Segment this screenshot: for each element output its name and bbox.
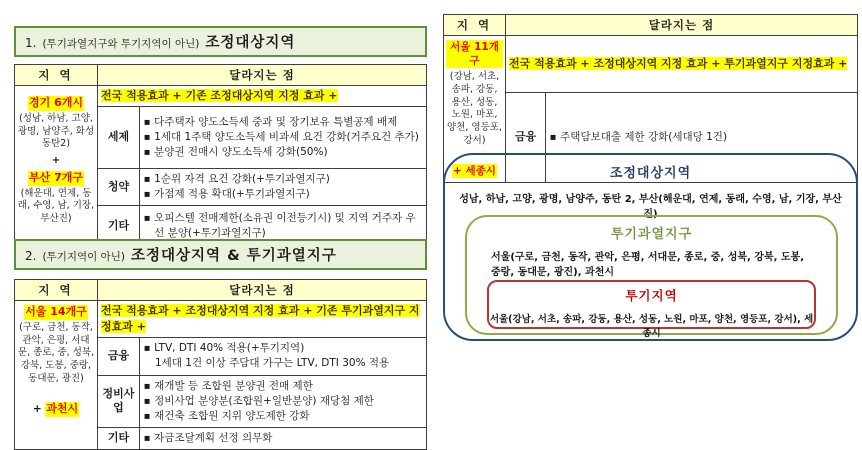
section-number: 2. [25,249,37,263]
outer-box-body: 성남, 하남, 고양, 광명, 남양주, 동탄 2, 부산(해운대, 연제, 동래, 수영, 남, 기장, 부산진) [459,194,842,220]
region-cell [15,301,98,450]
square-bullet-icon [144,379,150,394]
square-bullet-icon [144,394,150,409]
plus-region-line [17,402,95,417]
list-item-text: 자금조달계획 선정 의무화 [154,431,273,444]
list-item-text: 1순위 자격 요건 강화(+투기과열지구) [154,172,330,185]
section-number: 1. [25,36,37,50]
list-item [144,211,422,241]
column-header-changes: 달라지는 점 [98,280,427,301]
middle-box-body: 서울(구로, 금천, 동작, 관악, 은평, 서대문, 종로, 중, 성북, 강북, 도봉, 중랑, 동대문, 광진), 과천시 [491,252,805,278]
section-title-qualifier: (투기과열지구와 투기지역이 아닌) [42,38,200,50]
section-1-title-box [14,26,427,57]
square-bullet-icon [144,341,150,356]
list-item-text: 오피스텔 전매제한(소유권 이전등기시) 및 지역 거주자 우선 분양(+투기과열지구) [154,212,416,240]
square-bullet-icon [144,409,150,424]
region-group-2-name: 과천시 [46,401,79,415]
list-item [144,379,422,394]
section-1 [14,26,427,248]
banner-cell [98,86,427,107]
section-2-table [14,279,427,450]
square-bullet-icon [550,130,556,145]
column-header-region: 지 역 [15,280,98,301]
list-item-text: 분양권 전매시 양도소득세 강화(50%) [154,145,328,158]
square-bullet-icon [144,431,150,446]
list-item-text: 가점제 적용 확대(+투기과열지구) [154,187,310,200]
column-header-changes: 달라지는 점 [506,15,858,36]
square-bullet-icon [144,115,150,130]
banner-text: 전국 적용효과 + 조정대상지역 지정 효과 + 투기과열지구 지정효과 + [509,57,848,71]
list-item [144,431,422,446]
row-content-redevelopment [140,375,427,427]
inner-box-title: 투기지역 [625,288,678,303]
list-item-text: 정비사업 분양분(조합원+일반분양) 재당첨 제한 [154,394,374,407]
row-content-subscription [140,168,427,205]
list-item-text: 재건축 조합원 지위 양도제한 강화 [154,409,310,422]
row-content-finance [140,337,427,375]
square-bullet-icon [144,130,150,145]
row-label-etc: 기타 [98,205,140,247]
region-group-1-name: 서울 14개구 [25,305,87,318]
row-label-etc: 기타 [98,427,140,449]
banner-cell [506,36,858,93]
column-header-changes: 달라지는 점 [98,65,427,86]
list-item [550,130,853,145]
inner-box-body: 서울(강남, 서초, 송파, 강동, 용산, 성동, 노원, 마포, 양천, 영등포, 강서), 세종시 [489,314,814,339]
list-item-text: 다주택자 양도소득세 중과 및 장기보유 특별공제 배제 [154,116,398,129]
region-group-2-name: 부산 7개구 [29,170,83,184]
section-1-table [14,64,427,248]
banner-text: 전국 적용효과 + 기존 조정대상지역 지정 효과 + [101,89,338,102]
region-cell [15,86,98,248]
row-content-etc [140,427,427,449]
region-group-2-name: + 세종시 [453,164,496,177]
square-bullet-icon [144,211,150,241]
banner-cell [98,301,427,338]
region-group-1-detail: (강남, 서초, 송파, 강동, 용산, 성동, 노원, 마포, 양천, 영등포, 강서) [447,70,502,147]
square-bullet-icon [144,172,150,187]
list-item [144,115,422,130]
section-title-qualifier: (투기지역이 아닌) [42,251,125,263]
zone-diagram-outer-box [443,153,858,341]
row-label-tax: 세제 [98,106,140,168]
list-item [144,145,422,160]
list-item-text: 주택담보대출 제한 강화(세대당 1건) [560,131,728,144]
list-item-text: LTV, DTI 40% 적용(+투기지역) [154,342,305,355]
row-label-subscription: 청약 [98,168,140,205]
square-bullet-icon [144,145,150,160]
section-2-title-box [14,239,427,270]
region-group-1-detail: (성남, 하남, 고양, 광명, 남양주, 화성 동탄2) [17,112,95,150]
row-label-redevelopment: 정비사업 [98,375,140,427]
banner-text: 전국 적용효과 + 조정대상지역 지정 효과 + 기존 투기과열지구 지정효과 + [101,304,420,333]
list-item-continuation: 1세대 1건 이상 주담대 가구는 LTV, DTI 30% 적용 [155,357,390,370]
region-group-1-detail: (구로, 금천, 동작, 관악, 은평, 서대문, 종로, 중, 성북, 강북, 도봉, 중랑, 동대문, 광진) [17,321,95,385]
row-label-finance: 금융 [98,337,140,375]
zone-diagram-inner-box [487,280,816,339]
section-2 [14,239,427,450]
list-item [144,187,422,202]
column-header-region: 지 역 [15,65,98,86]
outer-box-title: 조정대상지역 [609,166,692,181]
list-item [144,341,422,356]
plus-sign: + [32,402,42,415]
list-item-text: 1세대 1주택 양도소득세 비과세 요건 강화(거주요건 추가) [154,130,419,143]
section-title: 조정대상지역 & 투기과열지구 [130,248,337,264]
row-label-finance: 금융 [506,93,546,183]
list-item [144,172,422,187]
list-item [144,130,422,145]
region-group-2-detail: (해운대, 연제, 동래, 수영, 남, 기장, 부산진) [17,187,95,225]
list-item [144,409,422,424]
plus-sign: + [51,155,61,167]
column-header-region: 지 역 [444,15,506,36]
region-group-1-name: 서울 11개구 [446,40,503,68]
row-content-tax [140,106,427,168]
zone-diagram-middle-box [465,215,838,339]
middle-box-title: 투기과열지구 [610,227,693,242]
list-item-text: 재개발 등 조합원 분양권 전매 제한 [154,379,313,392]
list-item [144,394,422,409]
region-group-1-name: 경기 6개시 [29,96,83,109]
section-title: 조정대상지역 [205,35,296,51]
square-bullet-icon [144,187,150,202]
